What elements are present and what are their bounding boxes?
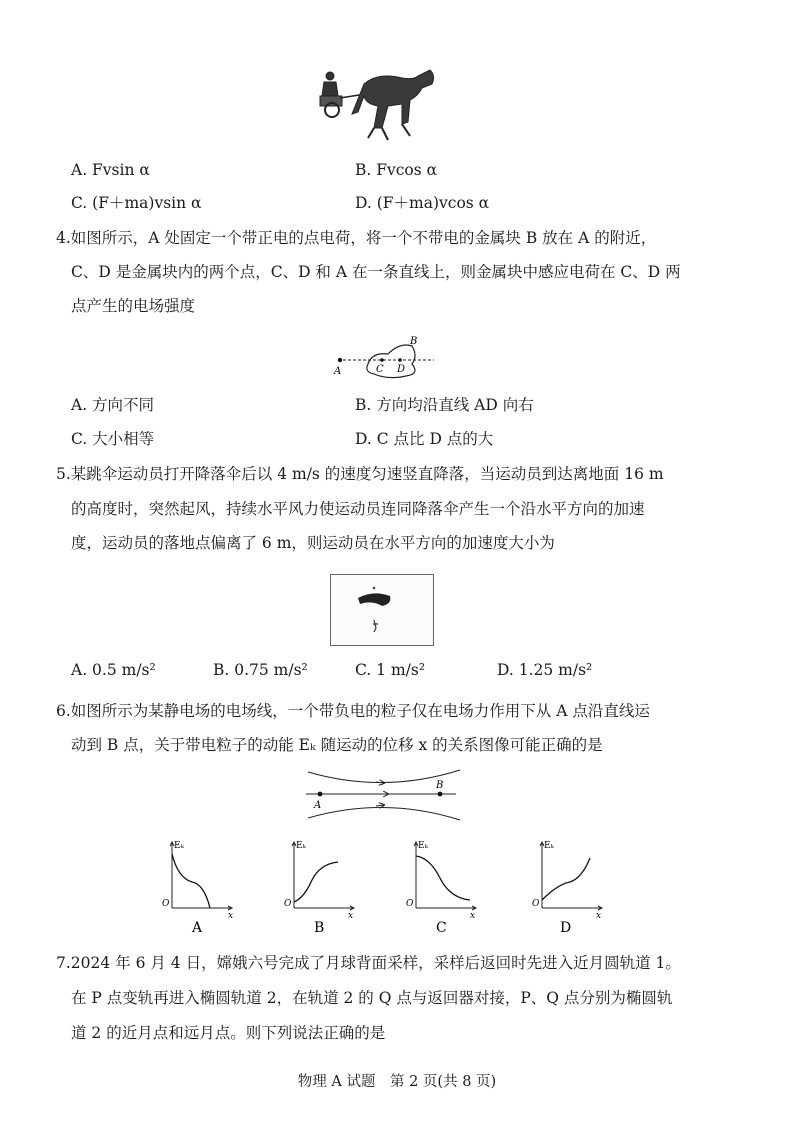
svg-text:x: x	[348, 911, 354, 921]
svg-text:Eₖ: Eₖ	[544, 841, 554, 851]
q5-option-a: A. 0.5 m/s²	[71, 661, 156, 679]
q5-stem-line-2: 的高度时，突然起风，持续水平风力使运动员连同降落伞产生一个沿水平方向的加速	[71, 500, 645, 518]
q6-point-b	[438, 792, 443, 797]
q5-stem-line-3: 度，运动员的落地点偏离了 6 m，则运动员在水平方向的加速度大小为	[71, 534, 555, 552]
q4-point-d	[398, 358, 402, 362]
q4-option-b: B. 方向均沿直线 AD 向右	[355, 396, 534, 414]
q7-stem-line-1: 7.2024 年 6 月 4 日，嫦娥六号完成了月球背面采样，采样后返回时先进入近月圆轨道 1。	[56, 954, 681, 972]
q4-option-d: D. C 点比 D 点的大	[355, 430, 494, 448]
q4-metal-block	[367, 345, 415, 378]
q5-option-b: B. 0.75 m/s²	[213, 661, 308, 679]
q4-label-c: C	[376, 364, 384, 375]
q7-stem-line-2: 在 P 点变轨再进入椭圆轨道 2，在轨道 2 的 Q 点与返回器对接，P、Q 点分别为椭圆轨	[71, 989, 673, 1007]
q3-option-a: A. Fvsin α	[71, 161, 150, 179]
page-footer: 物理 A 试题 第 2 页(共 8 页)	[297, 1074, 497, 1090]
q4-option-a: A. 方向不同	[71, 396, 155, 414]
q4-option-c: C. 大小相等	[71, 430, 155, 448]
q3-option-b: B. Fvcos α	[355, 161, 438, 179]
q6-graph-b	[280, 838, 360, 938]
svg-text:O: O	[406, 899, 414, 909]
q6-graph-c	[402, 838, 482, 938]
q6-label-a: A	[314, 800, 322, 811]
horse-cart-figure	[318, 62, 442, 144]
svg-text:Eₖ: Eₖ	[296, 841, 306, 851]
svg-text:Eₖ: Eₖ	[418, 841, 428, 851]
svg-text:x: x	[596, 911, 602, 921]
q6-graph-d-caption: D	[560, 920, 572, 936]
q6-graph-a-caption: A	[192, 920, 203, 936]
q6-field-lines-figure	[306, 764, 462, 824]
q4-point-a	[338, 358, 342, 362]
q6-graph-d	[528, 838, 608, 938]
q5-option-c: C. 1 m/s²	[355, 661, 426, 679]
q4-stem-line-3: 点产生的电场强度	[71, 297, 196, 315]
q6-point-a	[318, 792, 323, 797]
q6-stem-line-2: 动到 B 点，关于带电粒子的动能 Eₖ 随运动的位移 x 的关系图像可能正确的是	[71, 736, 603, 754]
q5-option-d: D. 1.25 m/s²	[497, 661, 593, 679]
q4-stem-line-2: C、D 是金属块内的两个点，C、D 和 A 在一条直线上，则金属块中感应电荷在 C、D 两	[71, 263, 681, 281]
svg-text:O: O	[284, 899, 292, 909]
q4-metal-block-figure	[328, 334, 438, 384]
q6-label-b: B	[436, 780, 444, 791]
q4-point-c	[380, 358, 384, 362]
q4-label-a: A	[334, 366, 342, 377]
q5-parachute-figure	[330, 574, 434, 646]
svg-text:Eₖ: Eₖ	[174, 841, 184, 851]
q6-graph-c-caption: C	[436, 920, 447, 936]
q3-option-c: C. (F＋ma)vsin α	[71, 194, 202, 212]
q7-stem-line-3: 道 2 的近月点和远月点。则下列说法正确的是	[71, 1024, 386, 1042]
q6-graph-a	[158, 838, 238, 938]
svg-text:x: x	[228, 911, 234, 921]
q5-stem-line-1: 5.某跳伞运动员打开降落伞后以 4 m/s 的速度匀速竖直降落，当运动员到达离地面 16 m	[56, 465, 664, 483]
q6-stem-line-1: 6.如图所示为某静电场的电场线，一个带负电的粒子仅在电场力作用下从 A 点沿直线运	[56, 702, 650, 720]
q4-label-d: D	[397, 364, 406, 375]
q3-option-d: D. (F＋ma)vcos α	[355, 194, 490, 212]
q4-label-b: B	[410, 336, 418, 347]
q6-graph-b-caption: B	[314, 920, 325, 936]
svg-text:O: O	[532, 899, 540, 909]
svg-text:O: O	[162, 899, 170, 909]
q4-stem-line-1: 4.如图所示，A 处固定一个带正电的点电荷，将一个不带电的金属块 B 放在 A 的附近，	[56, 229, 657, 247]
svg-text:x: x	[470, 911, 476, 921]
